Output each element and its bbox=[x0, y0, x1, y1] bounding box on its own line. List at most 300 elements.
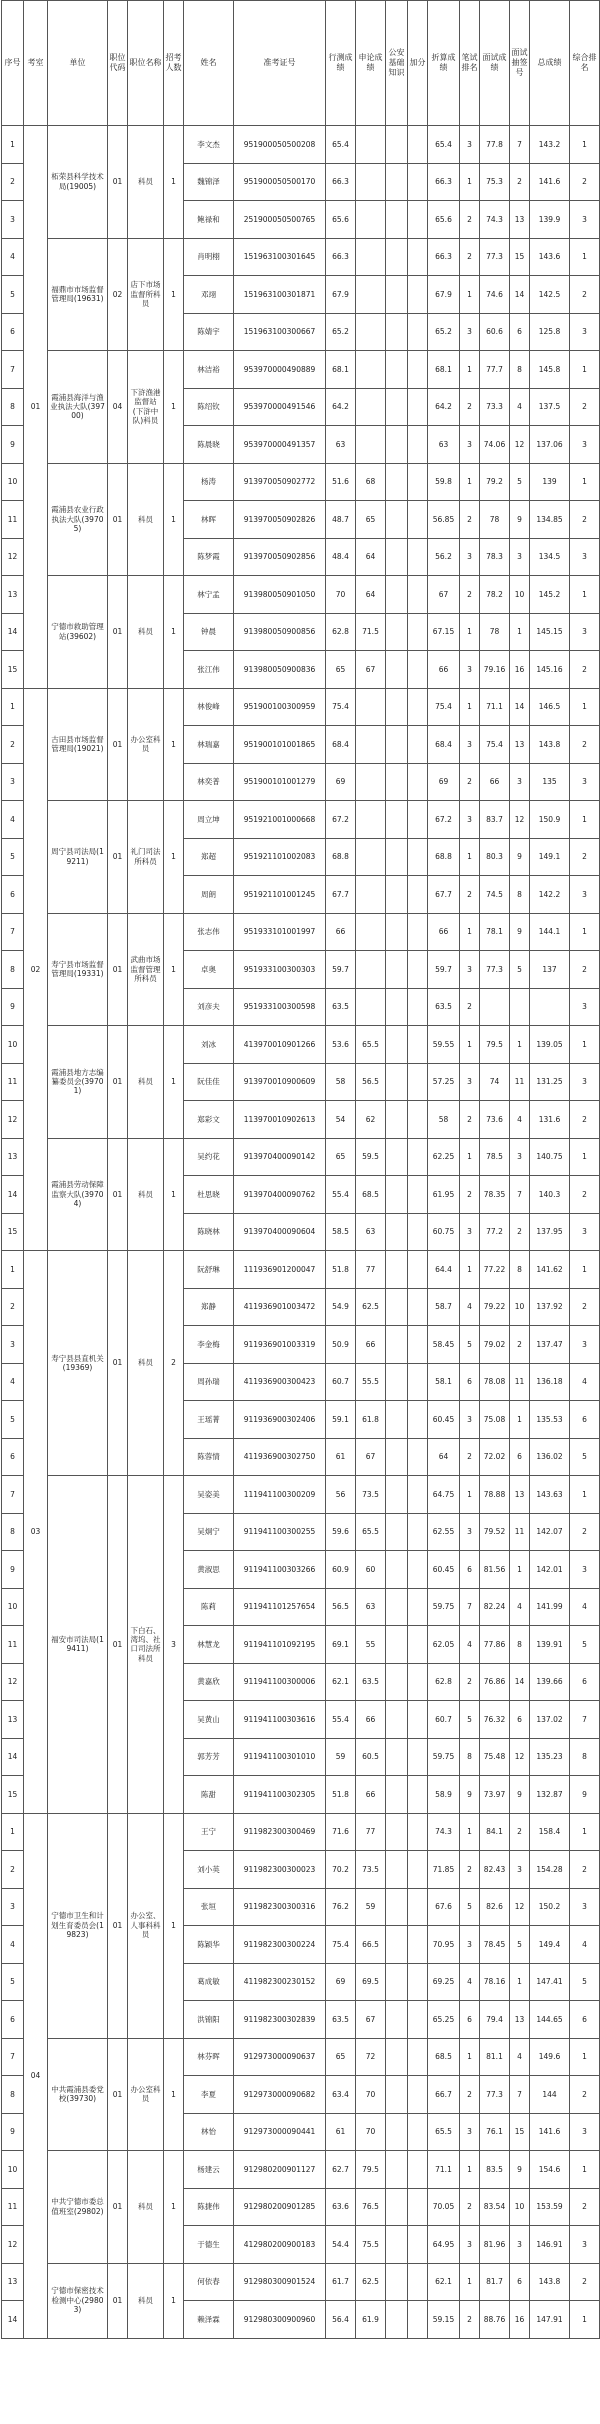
cell-xingce-score: 62.7 bbox=[326, 2151, 356, 2189]
cell-interview-score: 79.4 bbox=[480, 2001, 510, 2039]
cell-converted-score: 64.2 bbox=[428, 388, 460, 426]
table-row bbox=[2, 1138, 600, 1176]
cell-written-rank: 1 bbox=[460, 351, 480, 389]
cell-total-score: 134.5 bbox=[530, 538, 570, 576]
cell-total-score: 146.91 bbox=[530, 2226, 570, 2264]
cell-seq: 13 bbox=[2, 576, 24, 614]
cell-shenlun-score bbox=[356, 913, 386, 951]
cell-shenlun-score bbox=[356, 126, 386, 164]
cell-quota: 1 bbox=[164, 1026, 184, 1139]
cell-quota: 1 bbox=[164, 1138, 184, 1251]
cell-seq: 11 bbox=[2, 1626, 24, 1664]
cell-name: 杜思晓 bbox=[184, 1176, 234, 1214]
header-unit: 单位 bbox=[48, 1, 108, 126]
cell-quota: 1 bbox=[164, 913, 184, 1026]
cell-police-basics-score bbox=[386, 163, 408, 201]
cell-converted-score: 64.4 bbox=[428, 1251, 460, 1289]
cell-draw-number: 14 bbox=[510, 688, 530, 726]
cell-ticket-number: 913970050902826 bbox=[234, 501, 326, 539]
cell-ticket-number: 913980050900856 bbox=[234, 613, 326, 651]
cell-police-basics-score bbox=[386, 988, 408, 1026]
cell-name: 卓奥 bbox=[184, 951, 234, 989]
cell-converted-score: 62.05 bbox=[428, 1626, 460, 1664]
cell-position-title: 科员 bbox=[128, 1026, 164, 1139]
cell-seq: 4 bbox=[2, 238, 24, 276]
cell-position-code: 01 bbox=[108, 1813, 128, 2038]
cell-converted-score: 59.8 bbox=[428, 463, 460, 501]
cell-total-score: 141.62 bbox=[530, 1251, 570, 1289]
cell-overall-rank: 6 bbox=[570, 2001, 600, 2039]
cell-draw-number: 4 bbox=[510, 388, 530, 426]
cell-bonus bbox=[408, 1888, 428, 1926]
cell-interview-score: 79.22 bbox=[480, 1288, 510, 1326]
table-row bbox=[2, 1251, 600, 1289]
cell-unit: 霞浦县劳动保障监察大队(39704) bbox=[48, 1138, 108, 1251]
cell-draw-number: 6 bbox=[510, 1438, 530, 1476]
cell-seq: 10 bbox=[2, 1588, 24, 1626]
cell-ticket-number: 911941100303616 bbox=[234, 1701, 326, 1739]
cell-converted-score: 66 bbox=[428, 913, 460, 951]
cell-shenlun-score bbox=[356, 201, 386, 239]
cell-quota: 1 bbox=[164, 801, 184, 914]
cell-converted-score: 68.4 bbox=[428, 726, 460, 764]
cell-total-score: 137.06 bbox=[530, 426, 570, 464]
cell-unit: 宁德市卫生和计划生育委员会(19823) bbox=[48, 1813, 108, 2038]
cell-overall-rank: 2 bbox=[570, 501, 600, 539]
cell-interview-score: 78 bbox=[480, 501, 510, 539]
cell-interview-score: 60.6 bbox=[480, 313, 510, 351]
cell-police-basics-score bbox=[386, 1738, 408, 1776]
cell-draw-number: 12 bbox=[510, 1888, 530, 1926]
cell-draw-number: 13 bbox=[510, 726, 530, 764]
cell-bonus bbox=[408, 1063, 428, 1101]
cell-bonus bbox=[408, 1926, 428, 1964]
cell-bonus bbox=[408, 126, 428, 164]
cell-shenlun-score: 76.5 bbox=[356, 2188, 386, 2226]
cell-police-basics-score bbox=[386, 1626, 408, 1664]
cell-shenlun-score bbox=[356, 426, 386, 464]
cell-quota: 1 bbox=[164, 463, 184, 576]
cell-interview-score: 77.3 bbox=[480, 238, 510, 276]
cell-bonus bbox=[408, 1438, 428, 1476]
cell-overall-rank: 3 bbox=[570, 426, 600, 464]
cell-police-basics-score bbox=[386, 1663, 408, 1701]
cell-shenlun-score: 79.5 bbox=[356, 2151, 386, 2189]
cell-name: 周孙瑞 bbox=[184, 1363, 234, 1401]
cell-overall-rank: 3 bbox=[570, 1551, 600, 1589]
cell-ticket-number: 251900050500765 bbox=[234, 201, 326, 239]
cell-seq: 12 bbox=[2, 1101, 24, 1139]
cell-draw-number: 7 bbox=[510, 126, 530, 164]
cell-converted-score: 68.1 bbox=[428, 351, 460, 389]
cell-interview-score: 77.22 bbox=[480, 1251, 510, 1289]
cell-police-basics-score bbox=[386, 838, 408, 876]
cell-ticket-number: 911982300300469 bbox=[234, 1813, 326, 1851]
cell-ticket-number: 911982300302839 bbox=[234, 2001, 326, 2039]
cell-total-score: 125.8 bbox=[530, 313, 570, 351]
cell-shenlun-score bbox=[356, 163, 386, 201]
cell-police-basics-score bbox=[386, 1026, 408, 1064]
cell-seq: 11 bbox=[2, 2188, 24, 2226]
cell-total-score: 154.28 bbox=[530, 1851, 570, 1889]
cell-seq: 6 bbox=[2, 2001, 24, 2039]
cell-overall-rank: 2 bbox=[570, 2188, 600, 2226]
cell-interview-score: 78.1 bbox=[480, 913, 510, 951]
cell-draw-number: 4 bbox=[510, 1588, 530, 1626]
cell-shenlun-score: 59 bbox=[356, 1888, 386, 1926]
cell-converted-score: 59.55 bbox=[428, 1026, 460, 1064]
cell-bonus bbox=[408, 2151, 428, 2189]
cell-shenlun-score bbox=[356, 276, 386, 314]
cell-police-basics-score bbox=[386, 501, 408, 539]
cell-overall-rank: 9 bbox=[570, 1776, 600, 1814]
cell-draw-number: 4 bbox=[510, 1101, 530, 1139]
cell-xingce-score: 65.4 bbox=[326, 126, 356, 164]
cell-police-basics-score bbox=[386, 2188, 408, 2226]
cell-name: 张垣 bbox=[184, 1888, 234, 1926]
cell-xingce-score: 65.6 bbox=[326, 201, 356, 239]
cell-police-basics-score bbox=[386, 2076, 408, 2114]
cell-overall-rank: 2 bbox=[570, 2076, 600, 2114]
cell-police-basics-score bbox=[386, 2226, 408, 2264]
cell-police-basics-score bbox=[386, 1288, 408, 1326]
table-row bbox=[2, 1026, 600, 1064]
cell-name: 魏锦泽 bbox=[184, 163, 234, 201]
cell-police-basics-score bbox=[386, 1963, 408, 2001]
cell-bonus bbox=[408, 2226, 428, 2264]
cell-interview-score: 71.1 bbox=[480, 688, 510, 726]
cell-seq: 9 bbox=[2, 426, 24, 464]
cell-ticket-number: 913970400090142 bbox=[234, 1138, 326, 1176]
cell-shenlun-score: 55 bbox=[356, 1626, 386, 1664]
cell-name: 王宁 bbox=[184, 1813, 234, 1851]
cell-position-code: 01 bbox=[108, 2151, 128, 2264]
cell-police-basics-score bbox=[386, 2001, 408, 2039]
cell-xingce-score: 64.2 bbox=[326, 388, 356, 426]
cell-unit: 中共宁德市委总值班室(29802) bbox=[48, 2151, 108, 2264]
cell-seq: 14 bbox=[2, 1176, 24, 1214]
cell-overall-rank: 1 bbox=[570, 913, 600, 951]
cell-total-score: 140.3 bbox=[530, 1176, 570, 1214]
cell-total-score: 147.41 bbox=[530, 1963, 570, 2001]
cell-ticket-number: 151963100301871 bbox=[234, 276, 326, 314]
cell-written-rank: 3 bbox=[460, 313, 480, 351]
cell-written-rank: 3 bbox=[460, 801, 480, 839]
cell-written-rank: 2 bbox=[460, 388, 480, 426]
cell-interview-score: 83.5 bbox=[480, 2151, 510, 2189]
cell-bonus bbox=[408, 1851, 428, 1889]
cell-total-score: 154.6 bbox=[530, 2151, 570, 2189]
cell-interview-score: 81.1 bbox=[480, 2038, 510, 2076]
cell-position-code: 01 bbox=[108, 1026, 128, 1139]
cell-written-rank: 1 bbox=[460, 1476, 480, 1514]
cell-draw-number: 9 bbox=[510, 501, 530, 539]
cell-bonus bbox=[408, 463, 428, 501]
cell-name: 林奕普 bbox=[184, 763, 234, 801]
cell-police-basics-score bbox=[386, 276, 408, 314]
cell-quota: 1 bbox=[164, 688, 184, 801]
cell-interview-score: 82.43 bbox=[480, 1851, 510, 1889]
cell-police-basics-score bbox=[386, 1776, 408, 1814]
cell-shenlun-score bbox=[356, 351, 386, 389]
cell-seq: 6 bbox=[2, 313, 24, 351]
cell-overall-rank: 1 bbox=[570, 2038, 600, 2076]
cell-interview-score: 76.1 bbox=[480, 2113, 510, 2151]
cell-converted-score: 62.55 bbox=[428, 1513, 460, 1551]
cell-ticket-number: 911936901003319 bbox=[234, 1326, 326, 1364]
cell-overall-rank: 6 bbox=[570, 1663, 600, 1701]
cell-total-score: 132.87 bbox=[530, 1776, 570, 1814]
cell-converted-score: 58.7 bbox=[428, 1288, 460, 1326]
cell-xingce-score: 65 bbox=[326, 651, 356, 689]
cell-seq: 12 bbox=[2, 538, 24, 576]
cell-bonus bbox=[408, 801, 428, 839]
cell-written-rank: 1 bbox=[460, 913, 480, 951]
cell-draw-number: 12 bbox=[510, 1738, 530, 1776]
cell-converted-score: 57.25 bbox=[428, 1063, 460, 1101]
cell-police-basics-score bbox=[386, 726, 408, 764]
cell-draw-number: 7 bbox=[510, 1176, 530, 1214]
cell-overall-rank: 1 bbox=[570, 463, 600, 501]
cell-shenlun-score: 65 bbox=[356, 501, 386, 539]
cell-xingce-score: 61 bbox=[326, 2113, 356, 2151]
cell-interview-score: 79.16 bbox=[480, 651, 510, 689]
cell-police-basics-score bbox=[386, 2301, 408, 2339]
cell-written-rank: 1 bbox=[460, 276, 480, 314]
cell-bonus bbox=[408, 501, 428, 539]
cell-written-rank: 3 bbox=[460, 651, 480, 689]
cell-draw-number: 6 bbox=[510, 313, 530, 351]
cell-bonus bbox=[408, 988, 428, 1026]
cell-draw-number: 13 bbox=[510, 201, 530, 239]
cell-total-score: 145.2 bbox=[530, 576, 570, 614]
cell-bonus bbox=[408, 2001, 428, 2039]
cell-written-rank: 2 bbox=[460, 763, 480, 801]
cell-interview-score: 77.3 bbox=[480, 2076, 510, 2114]
cell-position-title: 下浒渔港监督站(下浒中队)科员 bbox=[128, 351, 164, 464]
cell-overall-rank: 2 bbox=[570, 1288, 600, 1326]
cell-xingce-score: 51.6 bbox=[326, 463, 356, 501]
cell-seq: 2 bbox=[2, 1851, 24, 1889]
cell-position-title: 办公室科员 bbox=[128, 2038, 164, 2151]
cell-ticket-number: 911941100300255 bbox=[234, 1513, 326, 1551]
cell-shenlun-score: 67 bbox=[356, 1438, 386, 1476]
cell-interview-score: 77.2 bbox=[480, 1213, 510, 1251]
cell-police-basics-score bbox=[386, 1551, 408, 1589]
cell-interview-score: 73.3 bbox=[480, 388, 510, 426]
cell-name: 李夏 bbox=[184, 2076, 234, 2114]
cell-position-title: 科员 bbox=[128, 2263, 164, 2338]
cell-xingce-score: 63 bbox=[326, 426, 356, 464]
cell-police-basics-score bbox=[386, 2038, 408, 2076]
cell-bonus bbox=[408, 951, 428, 989]
table-row bbox=[2, 1813, 600, 1851]
cell-ticket-number: 913980050901050 bbox=[234, 576, 326, 614]
cell-position-code: 01 bbox=[108, 1476, 128, 1814]
cell-shenlun-score: 71.5 bbox=[356, 613, 386, 651]
cell-bonus bbox=[408, 1776, 428, 1814]
cell-unit: 古田县市场监督管理局(19021) bbox=[48, 688, 108, 801]
cell-total-score: 137.5 bbox=[530, 388, 570, 426]
cell-xingce-score: 62.1 bbox=[326, 1663, 356, 1701]
cell-shenlun-score: 77 bbox=[356, 1251, 386, 1289]
cell-written-rank: 2 bbox=[460, 501, 480, 539]
cell-converted-score: 67.7 bbox=[428, 876, 460, 914]
cell-total-score: 143.8 bbox=[530, 2263, 570, 2301]
cell-name: 周立坤 bbox=[184, 801, 234, 839]
cell-overall-rank: 1 bbox=[570, 1026, 600, 1064]
cell-bonus bbox=[408, 1813, 428, 1851]
cell-draw-number: 3 bbox=[510, 1851, 530, 1889]
cell-written-rank: 6 bbox=[460, 2001, 480, 2039]
cell-shenlun-score: 63 bbox=[356, 1588, 386, 1626]
cell-written-rank: 3 bbox=[460, 426, 480, 464]
cell-draw-number: 8 bbox=[510, 351, 530, 389]
cell-seq: 6 bbox=[2, 876, 24, 914]
cell-quota: 2 bbox=[164, 1251, 184, 1476]
cell-police-basics-score bbox=[386, 1588, 408, 1626]
cell-position-title: 下白石、湾坞、社口司法所科员 bbox=[128, 1476, 164, 1814]
cell-shenlun-score bbox=[356, 763, 386, 801]
cell-seq: 8 bbox=[2, 1513, 24, 1551]
cell-interview-score: 77.3 bbox=[480, 951, 510, 989]
cell-draw-number: 13 bbox=[510, 1476, 530, 1514]
cell-seq: 8 bbox=[2, 2076, 24, 2114]
cell-position-title: 科员 bbox=[128, 1251, 164, 1476]
cell-converted-score: 65.6 bbox=[428, 201, 460, 239]
cell-written-rank: 4 bbox=[460, 1963, 480, 2001]
cell-seq: 14 bbox=[2, 1738, 24, 1776]
cell-interview-score: 88.76 bbox=[480, 2301, 510, 2339]
cell-police-basics-score bbox=[386, 201, 408, 239]
cell-written-rank: 5 bbox=[460, 1888, 480, 1926]
cell-position-title: 店下市场监督所科员 bbox=[128, 238, 164, 351]
cell-shenlun-score bbox=[356, 988, 386, 1026]
cell-converted-score: 60.45 bbox=[428, 1551, 460, 1589]
cell-draw-number: 6 bbox=[510, 2263, 530, 2301]
table-header bbox=[2, 1, 600, 126]
cell-converted-score: 56.85 bbox=[428, 501, 460, 539]
cell-bonus bbox=[408, 1476, 428, 1514]
cell-position-code: 01 bbox=[108, 1138, 128, 1251]
cell-bonus bbox=[408, 2076, 428, 2114]
cell-xingce-score: 56 bbox=[326, 1476, 356, 1514]
cell-total-score: 141.6 bbox=[530, 2113, 570, 2151]
cell-name: 鲍禄和 bbox=[184, 201, 234, 239]
cell-police-basics-score bbox=[386, 2151, 408, 2189]
cell-converted-score: 59.15 bbox=[428, 2301, 460, 2339]
cell-overall-rank: 2 bbox=[570, 726, 600, 764]
cell-interview-score: 79.5 bbox=[480, 1026, 510, 1064]
cell-seq: 2 bbox=[2, 1288, 24, 1326]
cell-draw-number: 5 bbox=[510, 1926, 530, 1964]
cell-police-basics-score bbox=[386, 126, 408, 164]
cell-seq: 2 bbox=[2, 163, 24, 201]
cell-draw-number: 12 bbox=[510, 426, 530, 464]
cell-xingce-score: 69 bbox=[326, 1963, 356, 2001]
cell-police-basics-score bbox=[386, 2263, 408, 2301]
cell-xingce-score: 65 bbox=[326, 1138, 356, 1176]
cell-draw-number: 11 bbox=[510, 1363, 530, 1401]
cell-ticket-number: 911941100301010 bbox=[234, 1738, 326, 1776]
cell-written-rank: 1 bbox=[460, 2038, 480, 2076]
cell-xingce-score: 68.1 bbox=[326, 351, 356, 389]
cell-draw-number: 10 bbox=[510, 576, 530, 614]
cell-total-score: 141.6 bbox=[530, 163, 570, 201]
cell-unit: 福安市司法局(19411) bbox=[48, 1476, 108, 1814]
cell-draw-number: 15 bbox=[510, 238, 530, 276]
cell-xingce-score: 58 bbox=[326, 1063, 356, 1101]
cell-police-basics-score bbox=[386, 1251, 408, 1289]
cell-interview-score: 77.86 bbox=[480, 1626, 510, 1664]
cell-xingce-score: 60.7 bbox=[326, 1363, 356, 1401]
cell-shenlun-score: 56.5 bbox=[356, 1063, 386, 1101]
cell-bonus bbox=[408, 1513, 428, 1551]
cell-quota: 1 bbox=[164, 576, 184, 689]
cell-total-score bbox=[530, 988, 570, 1026]
cell-interview-score: 78.08 bbox=[480, 1363, 510, 1401]
cell-seq: 7 bbox=[2, 913, 24, 951]
cell-bonus bbox=[408, 2301, 428, 2339]
cell-bonus bbox=[408, 613, 428, 651]
cell-interview-score: 72.02 bbox=[480, 1438, 510, 1476]
cell-total-score: 139 bbox=[530, 463, 570, 501]
cell-overall-rank: 1 bbox=[570, 2151, 600, 2189]
cell-position-code: 01 bbox=[108, 126, 128, 239]
cell-bonus bbox=[408, 1138, 428, 1176]
cell-seq: 10 bbox=[2, 1026, 24, 1064]
cell-shenlun-score: 68 bbox=[356, 463, 386, 501]
cell-xingce-score: 55.4 bbox=[326, 1701, 356, 1739]
cell-overall-rank: 2 bbox=[570, 388, 600, 426]
cell-shenlun-score: 70 bbox=[356, 2076, 386, 2114]
cell-total-score: 144.65 bbox=[530, 2001, 570, 2039]
cell-name: 黄淑思 bbox=[184, 1551, 234, 1589]
cell-converted-score: 65.5 bbox=[428, 2113, 460, 2151]
cell-ticket-number: 953970000490889 bbox=[234, 351, 326, 389]
cell-converted-score: 58.1 bbox=[428, 1363, 460, 1401]
cell-quota: 1 bbox=[164, 238, 184, 351]
cell-ticket-number: 912980200901127 bbox=[234, 2151, 326, 2189]
cell-written-rank: 3 bbox=[460, 726, 480, 764]
cell-ticket-number: 151963100300667 bbox=[234, 313, 326, 351]
cell-ticket-number: 951933101001997 bbox=[234, 913, 326, 951]
cell-draw-number: 3 bbox=[510, 2226, 530, 2264]
cell-total-score: 134.85 bbox=[530, 501, 570, 539]
cell-draw-number: 10 bbox=[510, 2188, 530, 2226]
cell-seq: 4 bbox=[2, 1926, 24, 1964]
cell-ticket-number: 911982300300023 bbox=[234, 1851, 326, 1889]
cell-name: 林慧龙 bbox=[184, 1626, 234, 1664]
cell-interview-score: 79.02 bbox=[480, 1326, 510, 1364]
cell-overall-rank: 3 bbox=[570, 1326, 600, 1364]
cell-draw-number: 11 bbox=[510, 1063, 530, 1101]
cell-quota: 1 bbox=[164, 2151, 184, 2264]
cell-overall-rank: 2 bbox=[570, 838, 600, 876]
cell-overall-rank: 2 bbox=[570, 951, 600, 989]
cell-name: 杨建云 bbox=[184, 2151, 234, 2189]
cell-name: 陈甜 bbox=[184, 1776, 234, 1814]
cell-written-rank: 3 bbox=[460, 2113, 480, 2151]
cell-police-basics-score bbox=[386, 426, 408, 464]
cell-shenlun-score: 62.5 bbox=[356, 1288, 386, 1326]
cell-overall-rank: 1 bbox=[570, 1251, 600, 1289]
cell-written-rank: 1 bbox=[460, 1251, 480, 1289]
cell-written-rank: 2 bbox=[460, 2076, 480, 2114]
cell-name: 葛成敏 bbox=[184, 1963, 234, 2001]
cell-converted-score: 58.45 bbox=[428, 1326, 460, 1364]
cell-interview-score: 78.16 bbox=[480, 1963, 510, 2001]
